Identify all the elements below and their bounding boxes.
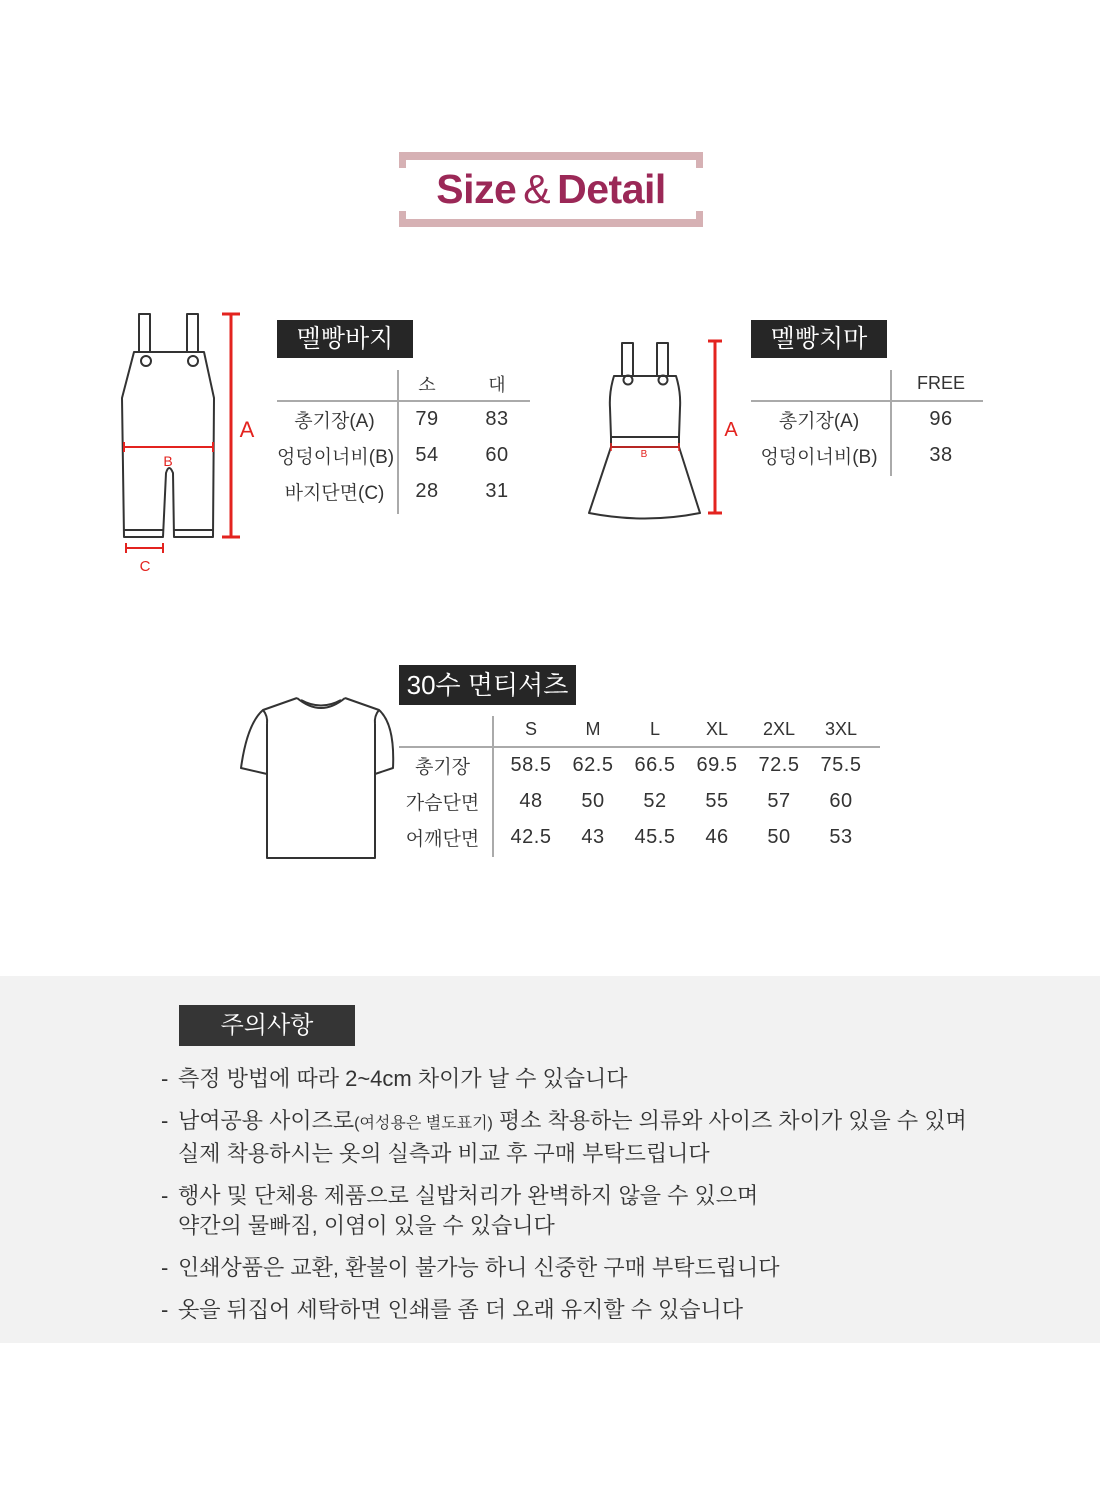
cell-value: 79 [415,407,439,430]
cell-value: 55 [705,789,729,812]
measure-a-label: A [239,417,255,442]
table-row [751,437,995,473]
column-header: 3XL [824,718,858,739]
column-header: 2XL [762,718,796,739]
skirt-left-strap [622,343,633,376]
row-label: 엉덩이너비(B) [760,446,878,468]
cell-value: 50 [581,789,605,812]
cell-value: 96 [929,407,953,430]
notice-item [161,1106,967,1169]
row-label: 바지단면(C) [284,482,385,504]
notice-item [161,1253,967,1283]
tshirt-left-sleeve [241,698,297,774]
row-label: 어깨단면 [405,828,480,850]
cell-value: 28 [415,479,439,502]
skirt-bodice [610,376,680,437]
cell-value: 43 [581,825,605,848]
measure-a-line [222,314,240,537]
tshirt-product-tag: 30수 면티셔츠 [399,665,576,705]
overalls-body [122,352,214,537]
overalls-right-strap [187,314,198,352]
notice-section [0,976,1100,1343]
overalls-outline [122,314,214,537]
notice-list [161,1064,967,1337]
table-header-row [399,712,872,746]
table-row [277,473,532,509]
notice-item [161,1064,967,1094]
notice-bullet: - [161,1255,169,1280]
title-ampersand: & [523,166,551,212]
cell-value: 45.5 [634,825,676,848]
cell-value: 69.5 [696,753,738,776]
table-header-row [751,367,995,400]
row-label: 총기장(A) [778,410,860,432]
table-row [277,437,532,473]
tshirt-left-armhole [263,710,267,724]
notice-text-continued: 평소 착용하는 의류와 사이즈 차이가 있을 수 있며 [498,1108,967,1133]
cell-value: 58.5 [510,753,552,776]
notice-text-line2: 실제 착용하시는 옷의 실측과 비교 후 구매 부탁드립니다 [178,1141,710,1166]
table-row [399,747,872,783]
column-header: 대 [488,374,506,395]
measure-b-label: B [640,449,648,460]
cell-value: 52 [643,789,667,812]
column-header: L [649,718,660,739]
tshirt-body [267,724,375,858]
title-frame-bottom-bracket [399,211,703,227]
cell-value: 42.5 [510,825,552,848]
cell-value: 57 [767,789,791,812]
notice-bullet: - [161,1108,169,1133]
cell-value: 53 [829,825,853,848]
notice-text: 남여공용 사이즈로 [178,1108,355,1133]
measure-a-line [708,341,722,513]
row-label: 가슴단면 [405,792,480,814]
column-header: M [585,718,601,739]
table-row [399,819,872,855]
notice-title: 주의사항 [179,1005,355,1046]
notice-text: 인쇄상품은 교환, 환불이 불가능 하니 신중한 구매 부탁드립니다 [178,1255,780,1280]
table-row [399,783,872,819]
skirt-product-tag: 멜빵치마 [751,320,887,358]
notice-text: 옷을 뒤집어 세탁하면 인쇄를 좀 더 오래 유지할 수 있습니다 [178,1297,744,1322]
overalls-right-button [188,356,198,366]
notice-text: 행사 및 단체용 제품으로 실밥처리가 완벽하지 않을 수 있으며 [178,1183,759,1208]
tshirt-illustration [235,690,400,865]
notice-item [161,1295,967,1325]
notice-bullet: - [161,1183,169,1208]
notice-bullet: - [161,1066,169,1091]
overalls-size-table [277,367,532,515]
title-frame [399,152,703,227]
overalls-measure-lines [124,314,240,553]
measure-c-line [126,543,163,553]
title-word-size: Size [436,166,517,212]
table-header-row [277,367,532,400]
cell-value: 75.5 [820,753,862,776]
measure-b-label: B [163,453,173,469]
cell-value: 54 [415,443,439,466]
skirt-illustration [580,330,740,530]
overalls-left-button [141,356,151,366]
column-header: FREE [916,373,965,393]
measure-c-label: C [139,558,151,575]
row-label: 총기장 [414,756,471,778]
column-header: S [524,718,537,739]
overalls-product-tag: 멜빵바지 [277,320,413,358]
notice-bullet: - [161,1297,169,1322]
cell-value: 38 [929,443,953,466]
cell-value: 66.5 [634,753,676,776]
skirt-right-strap [657,343,668,376]
skirt-outline [589,343,700,519]
skirt-measure-lines [611,341,722,513]
column-header: XL [705,718,729,739]
skirt-waistband [611,437,679,447]
overalls-left-strap [139,314,150,352]
cell-value: 31 [485,479,509,502]
tshirt-right-armhole [375,710,379,724]
row-label: 엉덩이너비(B) [277,446,395,468]
tshirt-right-sleeve [345,698,393,774]
cell-value: 72.5 [758,753,800,776]
cell-value: 48 [519,789,543,812]
notice-text-line2: 약간의 물빠짐, 이염이 있을 수 있습니다 [178,1213,555,1238]
cell-value: 83 [485,407,509,430]
skirt-size-table [751,367,995,477]
tshirt-outline [241,698,393,858]
title-word-detail: Detail [557,166,666,212]
measure-b-line [124,442,213,452]
cell-value: 62.5 [572,753,614,776]
notice-text: 측정 방법에 따라 2~4cm 차이가 날 수 있습니다 [178,1066,628,1091]
notice-note: (여성용은 별도표기) [354,1115,493,1132]
column-header: 소 [418,374,436,395]
table-row [277,401,532,437]
cell-value: 60 [829,789,853,812]
tshirt-size-table [399,712,880,858]
row-label: 총기장(A) [294,410,375,432]
cell-value: 50 [767,825,791,848]
overalls-illustration [110,300,260,580]
table-row [751,401,995,437]
cell-value: 60 [485,443,509,466]
measure-a-label: A [724,419,738,441]
cell-value: 46 [705,825,729,848]
notice-item [161,1181,967,1241]
